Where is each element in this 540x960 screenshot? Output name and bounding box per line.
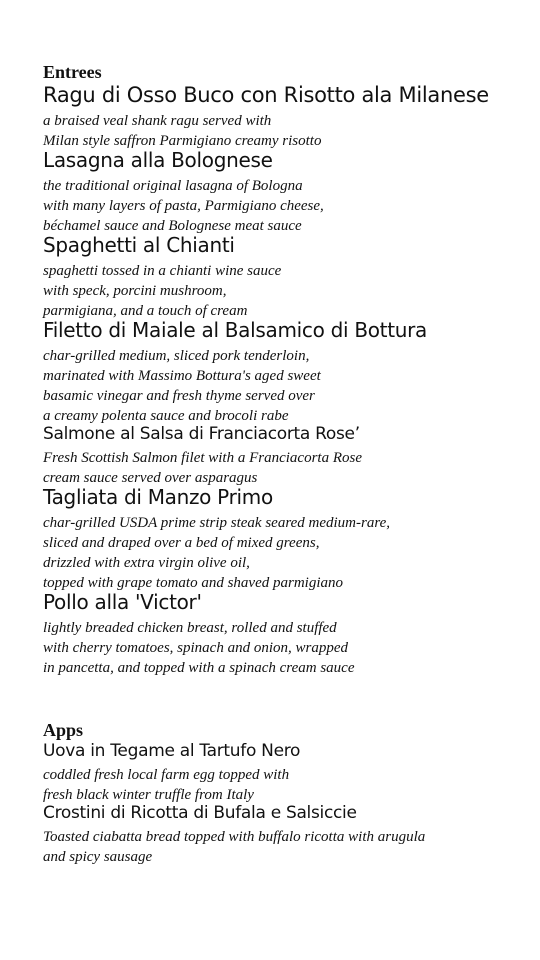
dish-salmone bbox=[43, 423, 533, 488]
description-line: lightly breaded chicken breast, rolled and stuffed bbox=[43, 620, 337, 636]
dish-ragu-di-osso-buco bbox=[43, 82, 533, 151]
description-line: fresh black winter truffle from Italy bbox=[43, 787, 254, 803]
description-line: char-grilled USDA prime strip steak seared medium-rare, bbox=[43, 515, 391, 531]
dish-description bbox=[43, 448, 533, 488]
description-line: cream sauce served over asparagus bbox=[43, 470, 258, 486]
description-line: marinated with Massimo Bottura's aged sweet bbox=[43, 368, 321, 384]
description-line: Toasted ciabatta bread topped with buffalo ricotta with arugula bbox=[43, 829, 426, 845]
section-title-apps: Apps bbox=[43, 720, 84, 740]
description-line: with cherry tomatoes, spinach and onion, wrapped bbox=[43, 640, 348, 656]
dish-description bbox=[43, 513, 533, 593]
description-line: topped with grape tomato and shaved parmigiano bbox=[43, 575, 343, 591]
dish-name: Spaghetti al Chianti bbox=[43, 233, 235, 257]
description-line: with speck, porcini mushroom, bbox=[43, 283, 227, 299]
dish-name: Uova in Tegame al Tartufo Nero bbox=[43, 741, 301, 761]
description-line: sliced and draped over a bed of mixed greens, bbox=[43, 535, 320, 551]
dish-pollo bbox=[43, 590, 533, 678]
description-line: and spicy sausage bbox=[43, 849, 153, 865]
section-title-entrees: Entrees bbox=[43, 62, 102, 82]
dish-spaghetti bbox=[43, 233, 533, 321]
description-line: Fresh Scottish Salmon filet with a Franciacorta Rose bbox=[43, 450, 362, 466]
description-line: the traditional original lasagna of Bologna bbox=[43, 178, 303, 194]
menu-page bbox=[43, 62, 533, 867]
dish-name: Filetto di Maiale al Balsamico di Bottura bbox=[43, 318, 428, 342]
dish-description bbox=[43, 618, 533, 678]
dish-name: Tagliata di Manzo Primo bbox=[43, 485, 273, 509]
dish-description bbox=[43, 176, 533, 236]
description-line: béchamel sauce and Bolognese meat sauce bbox=[43, 218, 302, 234]
description-line: in pancetta, and topped with a spinach cream sauce bbox=[43, 660, 355, 676]
dish-description bbox=[43, 765, 533, 805]
dish-description bbox=[43, 827, 533, 867]
dish-tagliata bbox=[43, 485, 533, 593]
dish-name: Pollo alla 'Victor' bbox=[43, 590, 202, 614]
description-line: a creamy polenta sauce and brocoli rabe bbox=[43, 408, 289, 424]
description-line: spaghetti tossed in a chianti wine sauce bbox=[43, 263, 282, 279]
dish-name: Crostini di Ricotta di Bufala e Salsiccie bbox=[43, 803, 357, 823]
description-line: Milan style saffron Parmigiano creamy risotto bbox=[43, 133, 322, 149]
dish-lasagna bbox=[43, 148, 533, 236]
dish-description bbox=[43, 111, 533, 151]
dish-filetto-di-maiale bbox=[43, 318, 533, 426]
description-line: coddled fresh local farm egg topped with bbox=[43, 767, 290, 783]
description-line: drizzled with extra virgin olive oil, bbox=[43, 555, 250, 571]
dish-uova-in-tegame bbox=[43, 740, 533, 805]
dish-name: Lasagna alla Bolognese bbox=[43, 148, 273, 172]
dish-name: Salmone al Salsa di Franciacorta Rose’ bbox=[43, 424, 360, 444]
entrees-section bbox=[43, 62, 533, 678]
dish-description bbox=[43, 346, 533, 426]
dish-name: Ragu di Osso Buco con Risotto ala Milanese bbox=[43, 83, 489, 107]
description-line: basamic vinegar and fresh thyme served over bbox=[43, 388, 315, 404]
dish-description bbox=[43, 261, 533, 321]
description-line: char-grilled medium, sliced pork tenderloin, bbox=[43, 348, 310, 364]
apps-section bbox=[43, 720, 533, 867]
description-line: parmigiana, and a touch of cream bbox=[43, 303, 248, 319]
dish-crostini bbox=[43, 802, 533, 867]
description-line: with many layers of pasta, Parmigiano cheese, bbox=[43, 198, 324, 214]
description-line: a braised veal shank ragu served with bbox=[43, 113, 272, 129]
